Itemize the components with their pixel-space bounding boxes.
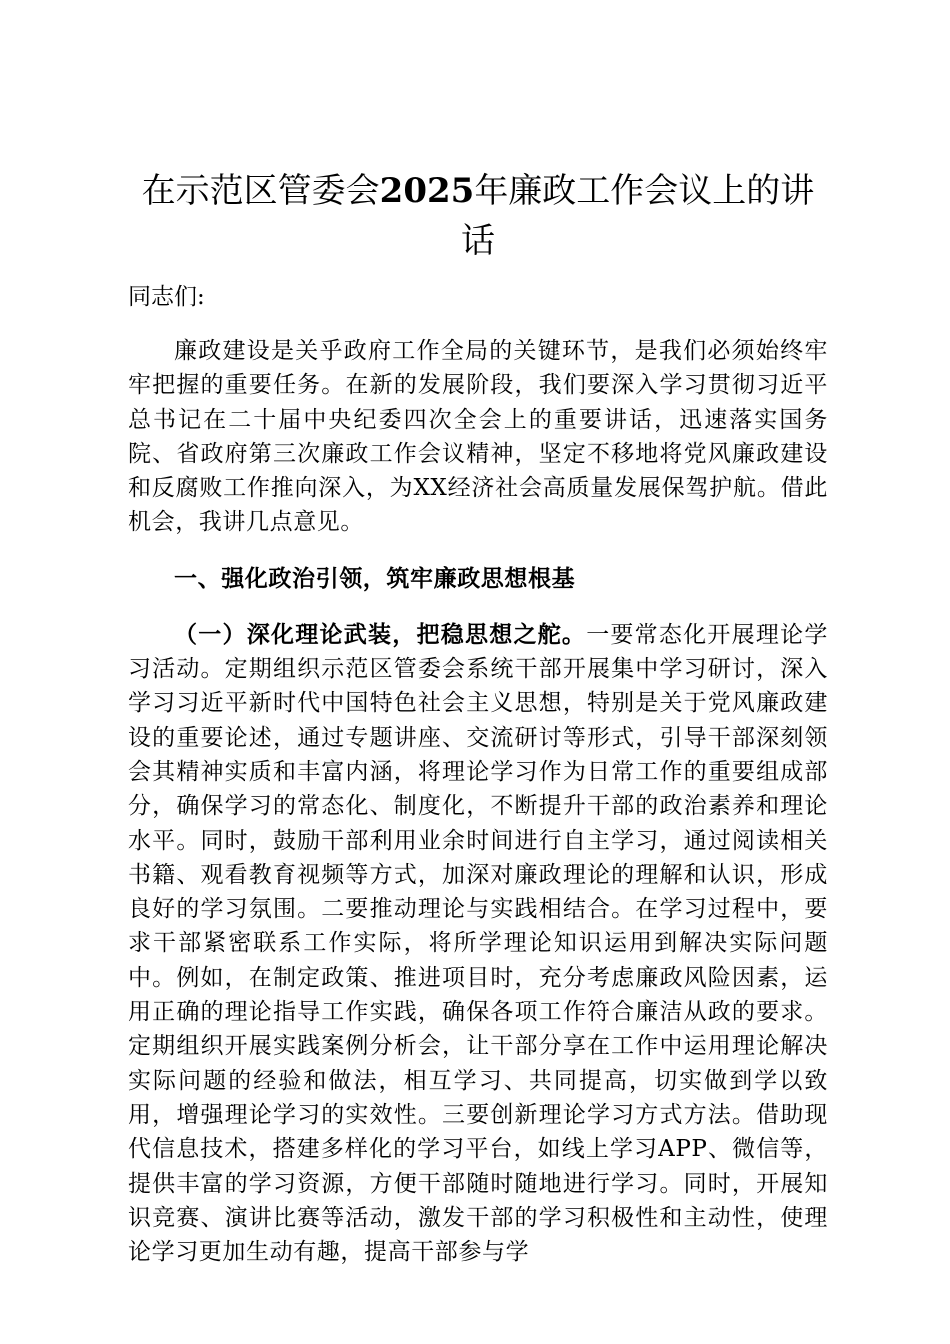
document-title <box>128 166 828 266</box>
title-part1: 在示范区管委会 <box>141 171 380 211</box>
section1-heading: 一、强化政治引领，筑牢廉政思想根基 <box>174 564 576 592</box>
subsection1-body: 一要常态化开展理论学习活动。定期组织示范区管委会系统干部开展集中学习研讨，深入学习习近平新时代中国特色社会主义思想，特别是关于党风廉政建设的重要论述，通过专题讲座、交流研讨等形式，引导干部深刻领会其精神实质和丰富内涵，将理论学习作为日常工作的重要组成部分，确保学习的常态化、制度化，不断提升干部的政治素养和理论水平。同时，鼓励干部利用业余时间进行自主学习，通过阅读相关书籍、观看教育视频等方式，加深对廉政理论的理解和认识，形成良好的学习氛围。二要推动理论与实践相结合。在学习过程中，要求干部紧密联系工作实际，将所学理论知识运用到解决实际问题中。例如，在制定政策、推进项目时，充分考虑廉政风险因素，运用正确的理论指导工作实践，确保各项工作符合廉洁从政的要求。定期组织开展实践案例分析会，让干部分享在工作中运用理论解决实际问题的经验和做法，相互学习、共同提高，切实做到学以致用，增强理论学习的实效性。三要创新理论学习方式方法。借助现代信息技术，搭建多样化的学习平台，如线上学习APP、微信等，提供丰富的学习资源，方便干部随时随地进行学习。同时，开展知识竞赛、演讲比赛等活动，激发干部的学习积极性和主动性，使理论学习更加生动有趣，提高干部参与学 <box>128 621 829 1266</box>
subsection1-paragraph <box>128 618 828 1270</box>
salutation: 同志们: <box>128 284 205 310</box>
intro-paragraph: 廉政建设是关乎政府工作全局的关键环节，是我们必须始终牢牢把握的重要任务。在新的发展阶段，我们要深入学习贯彻习近平总书记在二十届中央纪委四次全会上的重要讲话，迅速落实国务院、省政府第三次廉政工作会议精神，坚定不移地将党风廉政建设和反腐败工作推向深入，为XX经济社会高质量发展保驾护航。借此机会，我讲几点意见。 <box>128 338 828 536</box>
title-year: 2025 <box>379 171 475 211</box>
title-part2: 年廉政工作会议上的讲话 <box>461 171 815 261</box>
subsection1-lead: （一）深化理论武装，把稳思想之舵。 <box>174 620 587 648</box>
document-page <box>128 166 828 1269</box>
